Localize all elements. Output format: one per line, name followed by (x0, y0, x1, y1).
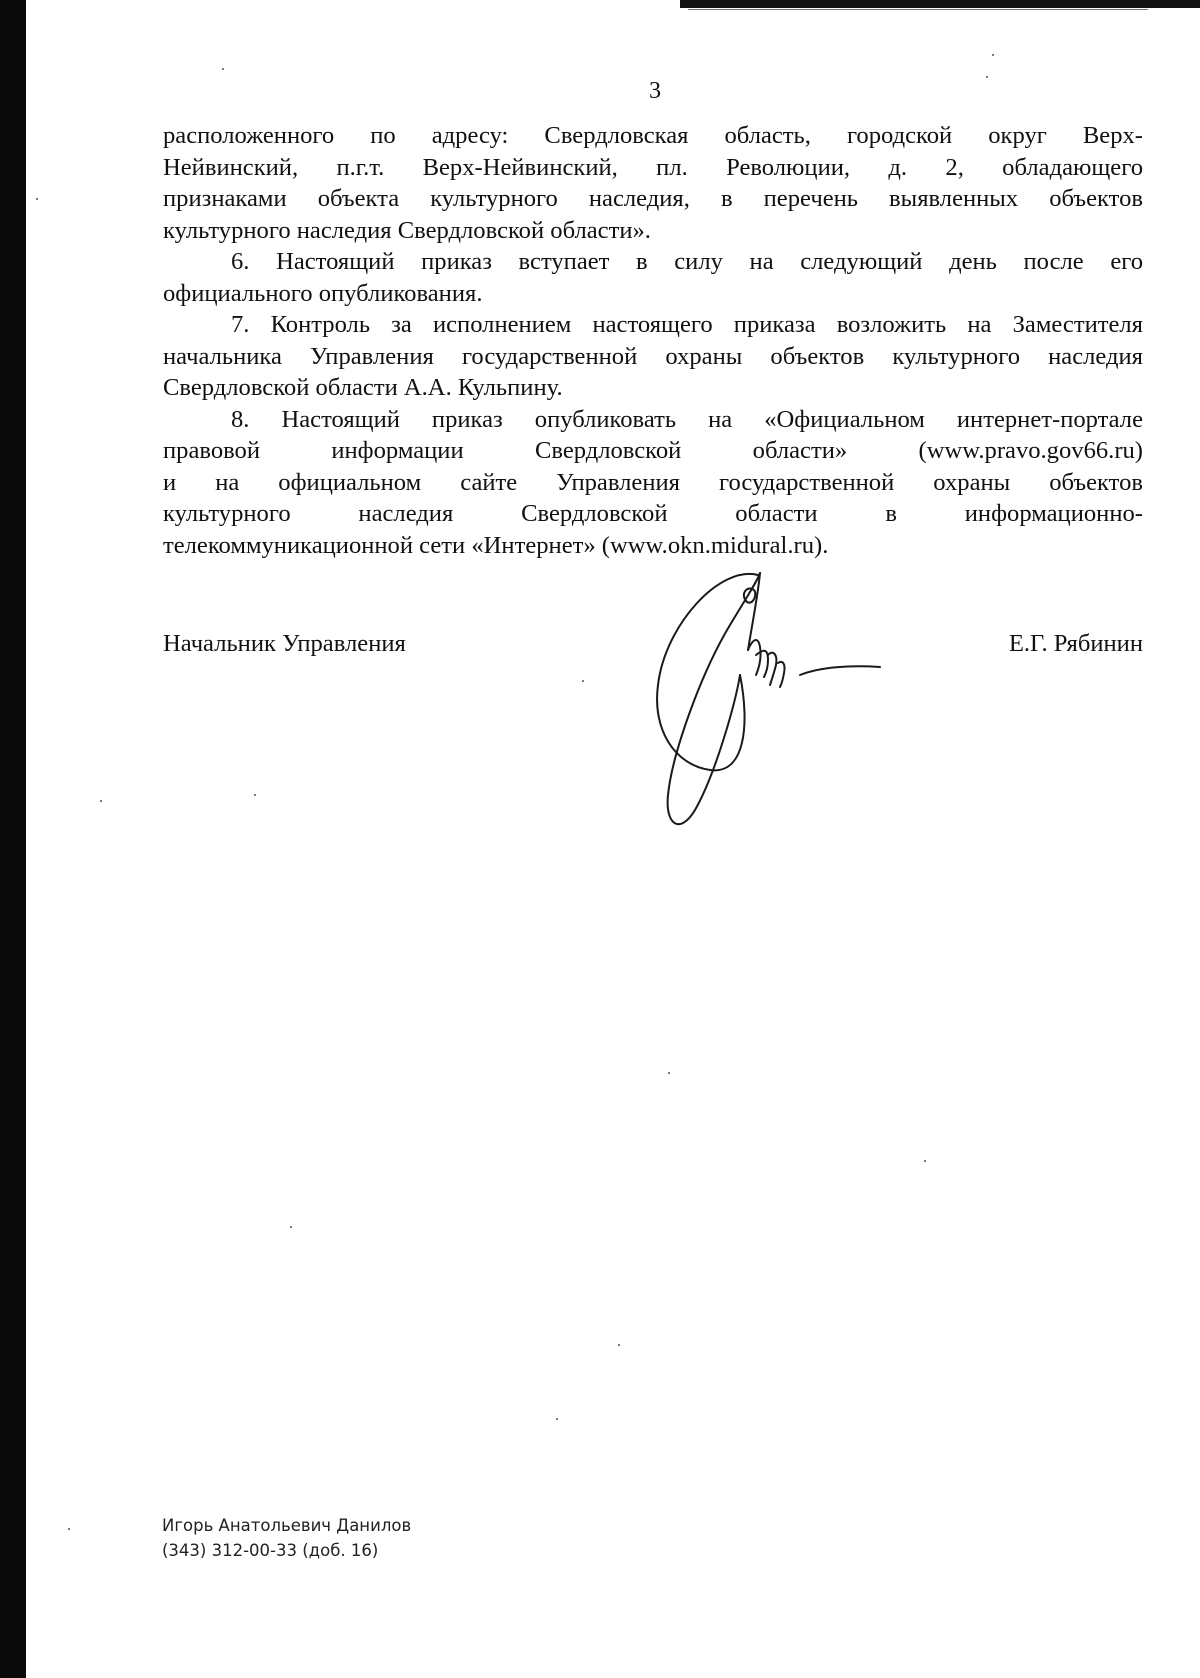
scan-speck (36, 198, 38, 200)
text-line: начальника Управления государственной охраны объектов культурного наследия (163, 342, 1143, 370)
text-line: признаками объекта культурного наследия, в перечень выявленных объектов (163, 185, 1143, 212)
scan-speck (582, 680, 584, 682)
handwritten-signature (640, 555, 900, 845)
text-line: правовой информации Свердловской области» (www.pravo.gov66.ru) (163, 437, 1143, 464)
paragraph-7 (163, 309, 1143, 404)
text-line: 6. Настоящий приказ вступает в силу на следующий день после его (231, 248, 1143, 275)
contact-phone: (343) 312-00-33 (доб. 16) (162, 1541, 379, 1560)
scan-border-left (0, 0, 26, 1678)
scan-speck (992, 54, 994, 56)
scan-speck (222, 68, 224, 70)
scan-speck (290, 1226, 292, 1228)
document-body (163, 120, 1143, 561)
scan-border-top (680, 0, 1200, 8)
scan-speck (100, 800, 102, 802)
scan-speck (556, 1418, 558, 1420)
text-line: 8. Настоящий приказ опубликовать на «Официальном интернет-портале (231, 405, 1143, 433)
text-line: расположенного по адресу: Свердловская область, городской округ Верх- (163, 122, 1143, 149)
scan-speck (986, 76, 988, 78)
scan-speck (254, 794, 256, 796)
text-line: 7. Контроль за исполнением настоящего приказа возложить на Заместителя (231, 311, 1143, 338)
signer-title: Начальник Управления (163, 630, 406, 657)
contact-info (162, 1513, 411, 1563)
scan-border-top-line (688, 9, 1148, 10)
text-line: и на официальном сайте Управления государственной охраны объектов (163, 468, 1143, 496)
text-line: Нейвинский, п.г.т. Верх-Нейвинский, пл. Революции, д. 2, обладающего (163, 153, 1143, 181)
text-line: официального опубликования. (163, 279, 483, 307)
text-line: культурного наследия Свердловской области в информационно- (163, 500, 1143, 527)
text-line: культурного наследия Свердловской области». (163, 216, 651, 244)
contact-name: Игорь Анатольевич Данилов (162, 1516, 412, 1535)
signer-name: Е.Г. Рябинин (1008, 630, 1143, 657)
page-number: 3 (649, 78, 661, 104)
scan-speck (668, 1072, 670, 1074)
paragraph-6 (163, 246, 1143, 309)
paragraph-8 (163, 404, 1143, 562)
paragraph-5-continuation (163, 120, 1143, 246)
scan-speck (618, 1344, 620, 1346)
scan-speck (924, 1160, 926, 1162)
text-line: телекоммуникационной сети «Интернет» (www.okn.midural.ru). (163, 531, 829, 559)
scan-speck (68, 1528, 70, 1530)
text-line: Свердловской области А.А. Кульпину. (163, 374, 563, 401)
